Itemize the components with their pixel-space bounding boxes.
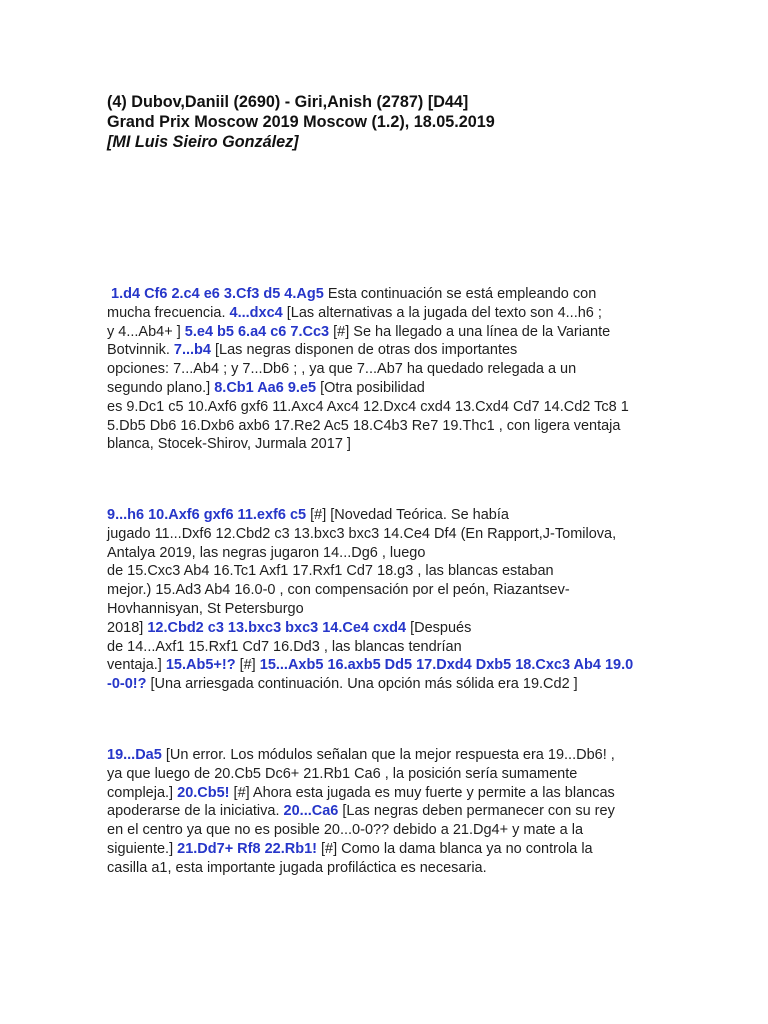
- commentary-text: casilla a1, esta importante jugada profiláctica es necesaria.: [107, 859, 487, 876]
- commentary-text: Botvinnik.: [107, 342, 174, 359]
- commentary-text: [#] Se ha llegado a una línea de la Variante: [329, 323, 611, 340]
- commentary-text: [Otra posibilidad: [316, 379, 425, 396]
- commentary-text: [Las alternativas a la jugada del texto son 4...h6 ;: [282, 304, 602, 321]
- commentary-text: de 14...Axf1 15.Rxf1 Cd7 16.Dd3 , las blancas tendrían: [107, 638, 462, 655]
- text-line: [107, 784, 615, 803]
- game-title: (4) Dubov,Daniil (2690) - Giri,Anish (2787) [D44]: [107, 93, 469, 111]
- game-header: [107, 92, 707, 152]
- commentary-text: [#]: [235, 657, 260, 674]
- commentary-text: jugado 11...Dxf6 12.Cbd2 c3 13.bxc3 bxc3 14.Ce4 Df4 (En Rapport,J-Tomilova,: [107, 525, 617, 542]
- text-line: [107, 859, 615, 878]
- commentary-text: segundo plano.]: [107, 379, 215, 396]
- commentary-text: ya que luego de 20.Cb5 Dc6+ 21.Rb1 Ca6 , la posición sería sumamente: [107, 765, 578, 782]
- commentary-text: [Después: [406, 619, 472, 636]
- text-line: [107, 360, 629, 379]
- move-notation: 12.Cbd2 c3 13.bxc3 bxc3 14.Ce4 cxd4: [147, 619, 407, 636]
- text-line: [107, 285, 629, 304]
- commentary-text: [#] Ahora esta jugada es muy fuerte y permite a las blancas: [229, 784, 615, 801]
- commentary-text: opciones: 7...Ab4 ; y 7...Db6 ; , ya que 7...Ab7 ha quedado relegada a un: [107, 361, 577, 378]
- commentary-text: apoderarse de la iniciativa.: [107, 803, 284, 820]
- move-notation: 1.d4 Cf6 2.c4 e6 3.Cf3 d5 4.Ag5: [111, 286, 324, 302]
- text-line: [107, 398, 629, 417]
- move-notation: 15.Ab5+!?: [165, 657, 236, 674]
- text-line: [107, 341, 629, 360]
- text-line: [107, 544, 633, 563]
- annotation-paragraph-2: [107, 506, 633, 694]
- text-line: [107, 638, 633, 657]
- text-line: [107, 525, 633, 544]
- commentary-text: mucha frecuencia.: [107, 304, 230, 321]
- text-line: [107, 323, 629, 342]
- text-line: [107, 506, 633, 525]
- move-notation: 5.e4 b5 6.a4 c6 7.Cc3: [184, 323, 330, 340]
- commentary-text: siguiente.]: [107, 840, 178, 857]
- move-notation: 15...Axb5 16.axb5 Dd5 17.Dxd4 Dxb5 18.Cxc3 Ab4 19.0: [259, 657, 634, 674]
- text-line: [107, 656, 633, 675]
- commentary-text: Esta continuación se está empleando con: [323, 286, 597, 302]
- move-notation: 19...Da5: [107, 747, 162, 763]
- move-notation: 20.Cb5!: [177, 784, 230, 801]
- text-line: [107, 802, 615, 821]
- move-notation: 4...dxc4: [229, 304, 283, 321]
- move-notation: 21.Dd7+ Rf8 22.Rb1!: [177, 840, 317, 857]
- text-line: [107, 600, 633, 619]
- commentary-text: Antalya 2019, las negras jugaron 14...Dg6 , luego: [107, 544, 426, 561]
- commentary-text: 2018]: [107, 619, 148, 636]
- text-line: [107, 435, 629, 454]
- text-line: [107, 821, 615, 840]
- commentary-text: [Un error. Los módulos señalan que la mejor respuesta era 19...Db6! ,: [161, 747, 615, 763]
- annotation-paragraph-1: [107, 285, 629, 454]
- commentary-text: y 4...Ab4+ ]: [107, 323, 185, 340]
- commentary-text: [Las negras deben permanecer con su rey: [338, 803, 615, 820]
- text-line: [107, 746, 615, 765]
- move-notation: 8.Cb1 Aa6 9.e5: [214, 379, 317, 396]
- commentary-text: [#] Como la dama blanca ya no controla la: [316, 840, 593, 857]
- text-line: [107, 765, 615, 784]
- annotator-line: [MI Luis Sieiro González]: [107, 133, 299, 151]
- text-line: [107, 417, 629, 436]
- text-line: [107, 619, 633, 638]
- move-notation: -0-0!?: [107, 676, 147, 693]
- text-line: [107, 562, 633, 581]
- commentary-text: es 9.Dc1 c5 10.Axf6 gxf6 11.Axc4 Axc4 12.Dxc4 cxd4 13.Cxd4 Cd7 14.Cd2 Tc8 1: [107, 398, 629, 415]
- event-line: Grand Prix Moscow 2019 Moscow (1.2), 18.05.2019: [107, 113, 495, 131]
- commentary-text: [Las negras disponen de otras dos importantes: [210, 342, 518, 359]
- commentary-text: en el centro ya que no es posible 20...0-0?? debido a 21.Dg4+ y mate a la: [107, 822, 584, 839]
- text-line: [107, 379, 629, 398]
- annotation-paragraph-3: [107, 746, 615, 878]
- commentary-text: mejor.) 15.Ad3 Ab4 16.0-0 , con compensación por el peón, Riazantsev-: [107, 582, 570, 599]
- text-line: [107, 840, 615, 859]
- commentary-text: de 15.Cxc3 Ab4 16.Tc1 Axf1 17.Rxf1 Cd7 18.g3 , las blancas estaban: [107, 563, 554, 580]
- commentary-text: blanca, Stocek-Shirov, Jurmala 2017 ]: [107, 436, 351, 453]
- text-line: [107, 675, 633, 694]
- move-notation: 7...b4: [173, 342, 211, 359]
- commentary-text: ventaja.]: [107, 657, 166, 674]
- move-notation: 20...Ca6: [283, 803, 339, 820]
- move-notation: 9...h6 10.Axf6 gxf6 11.exf6 c5: [107, 507, 307, 523]
- commentary-text: [Una arriesgada continuación. Una opción más sólida era 19.Cd2 ]: [146, 676, 578, 693]
- commentary-text: compleja.]: [107, 784, 178, 801]
- commentary-text: [#] [Novedad Teórica. Se había: [306, 507, 509, 523]
- commentary-text: Hovhannisyan, St Petersburgo: [107, 600, 304, 617]
- text-line: [107, 304, 629, 323]
- commentary-text: 5.Db5 Db6 16.Dxb6 axb6 17.Re2 Ac5 18.C4b3 Re7 19.Thc1 , con ligera ventaja: [107, 417, 621, 434]
- text-line: [107, 581, 633, 600]
